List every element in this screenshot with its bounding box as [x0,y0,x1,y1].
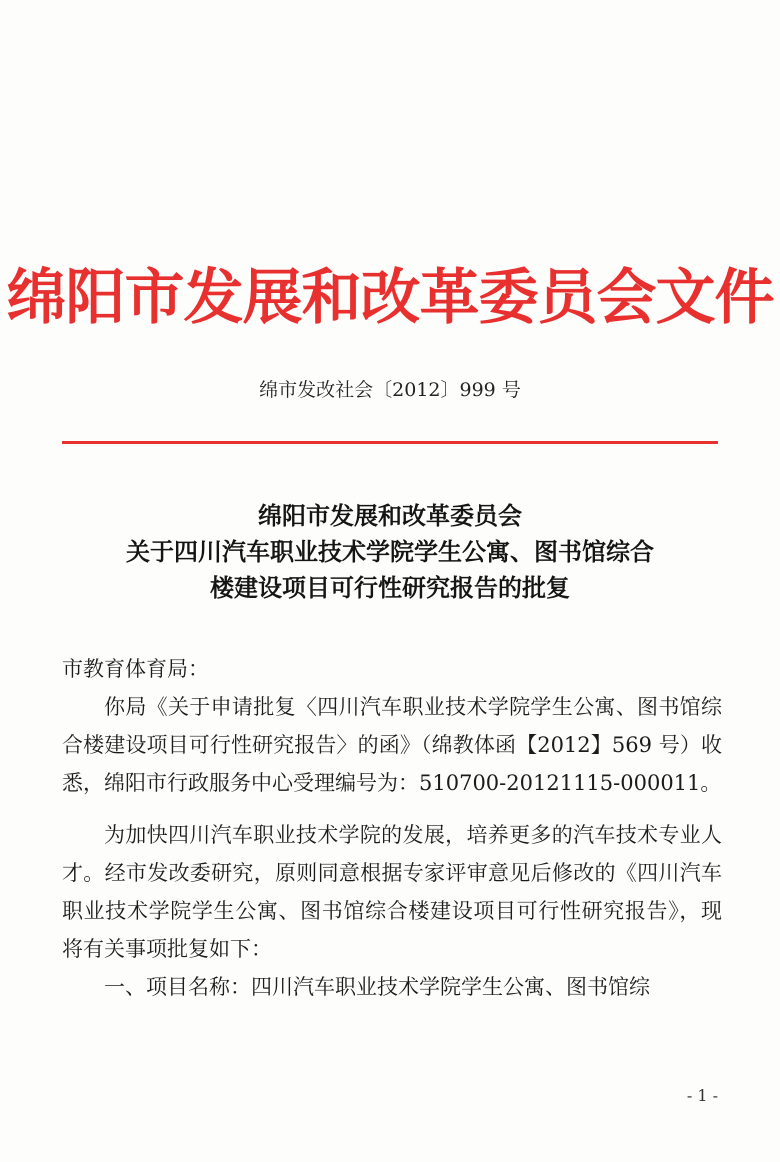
body-paragraph-1: 你局《关于申请批复〈四川汽车职业技术学院学生公寓、图书馆综合楼建设项目可行性研究报告〉的函》（绵教体函【2012】569 号）收悉，绵阳市行政服务中心受理编号为：510700-20121115-000011。 [62,695,722,795]
document-number: 绵市发改社会〔2012〕999 号 [259,379,521,401]
subject-line-1: 绵阳市发展和改革委员会 [258,502,522,530]
body-paragraph-3: 一、项目名称：四川汽车职业技术学院学生公寓、图书馆综 [104,975,650,999]
document-body [62,650,722,1006]
header-divider [62,441,718,444]
page-number: - 1 - [686,1086,718,1105]
subject-line-2: 关于四川汽车职业技术学院学生公寓、图书馆综合 [126,538,654,566]
document-subject [0,498,780,606]
body-paragraph-2: 为加快四川汽车职业技术学院的发展，培养更多的汽车技术专业人才。经市发改委研究，原则同意根据专家评审意见后修改的《四川汽车职业技术学院学生公寓、图书馆综合楼建设项目可行性研究报告》，现将有关事项批复如下： [62,823,722,961]
subject-line-3: 楼建设项目可行性研究报告的批复 [210,574,570,602]
document-header-title: 绵阳市发展和改革委员会文件 [6,263,774,333]
salutation: 市教育体育局： [62,657,209,681]
